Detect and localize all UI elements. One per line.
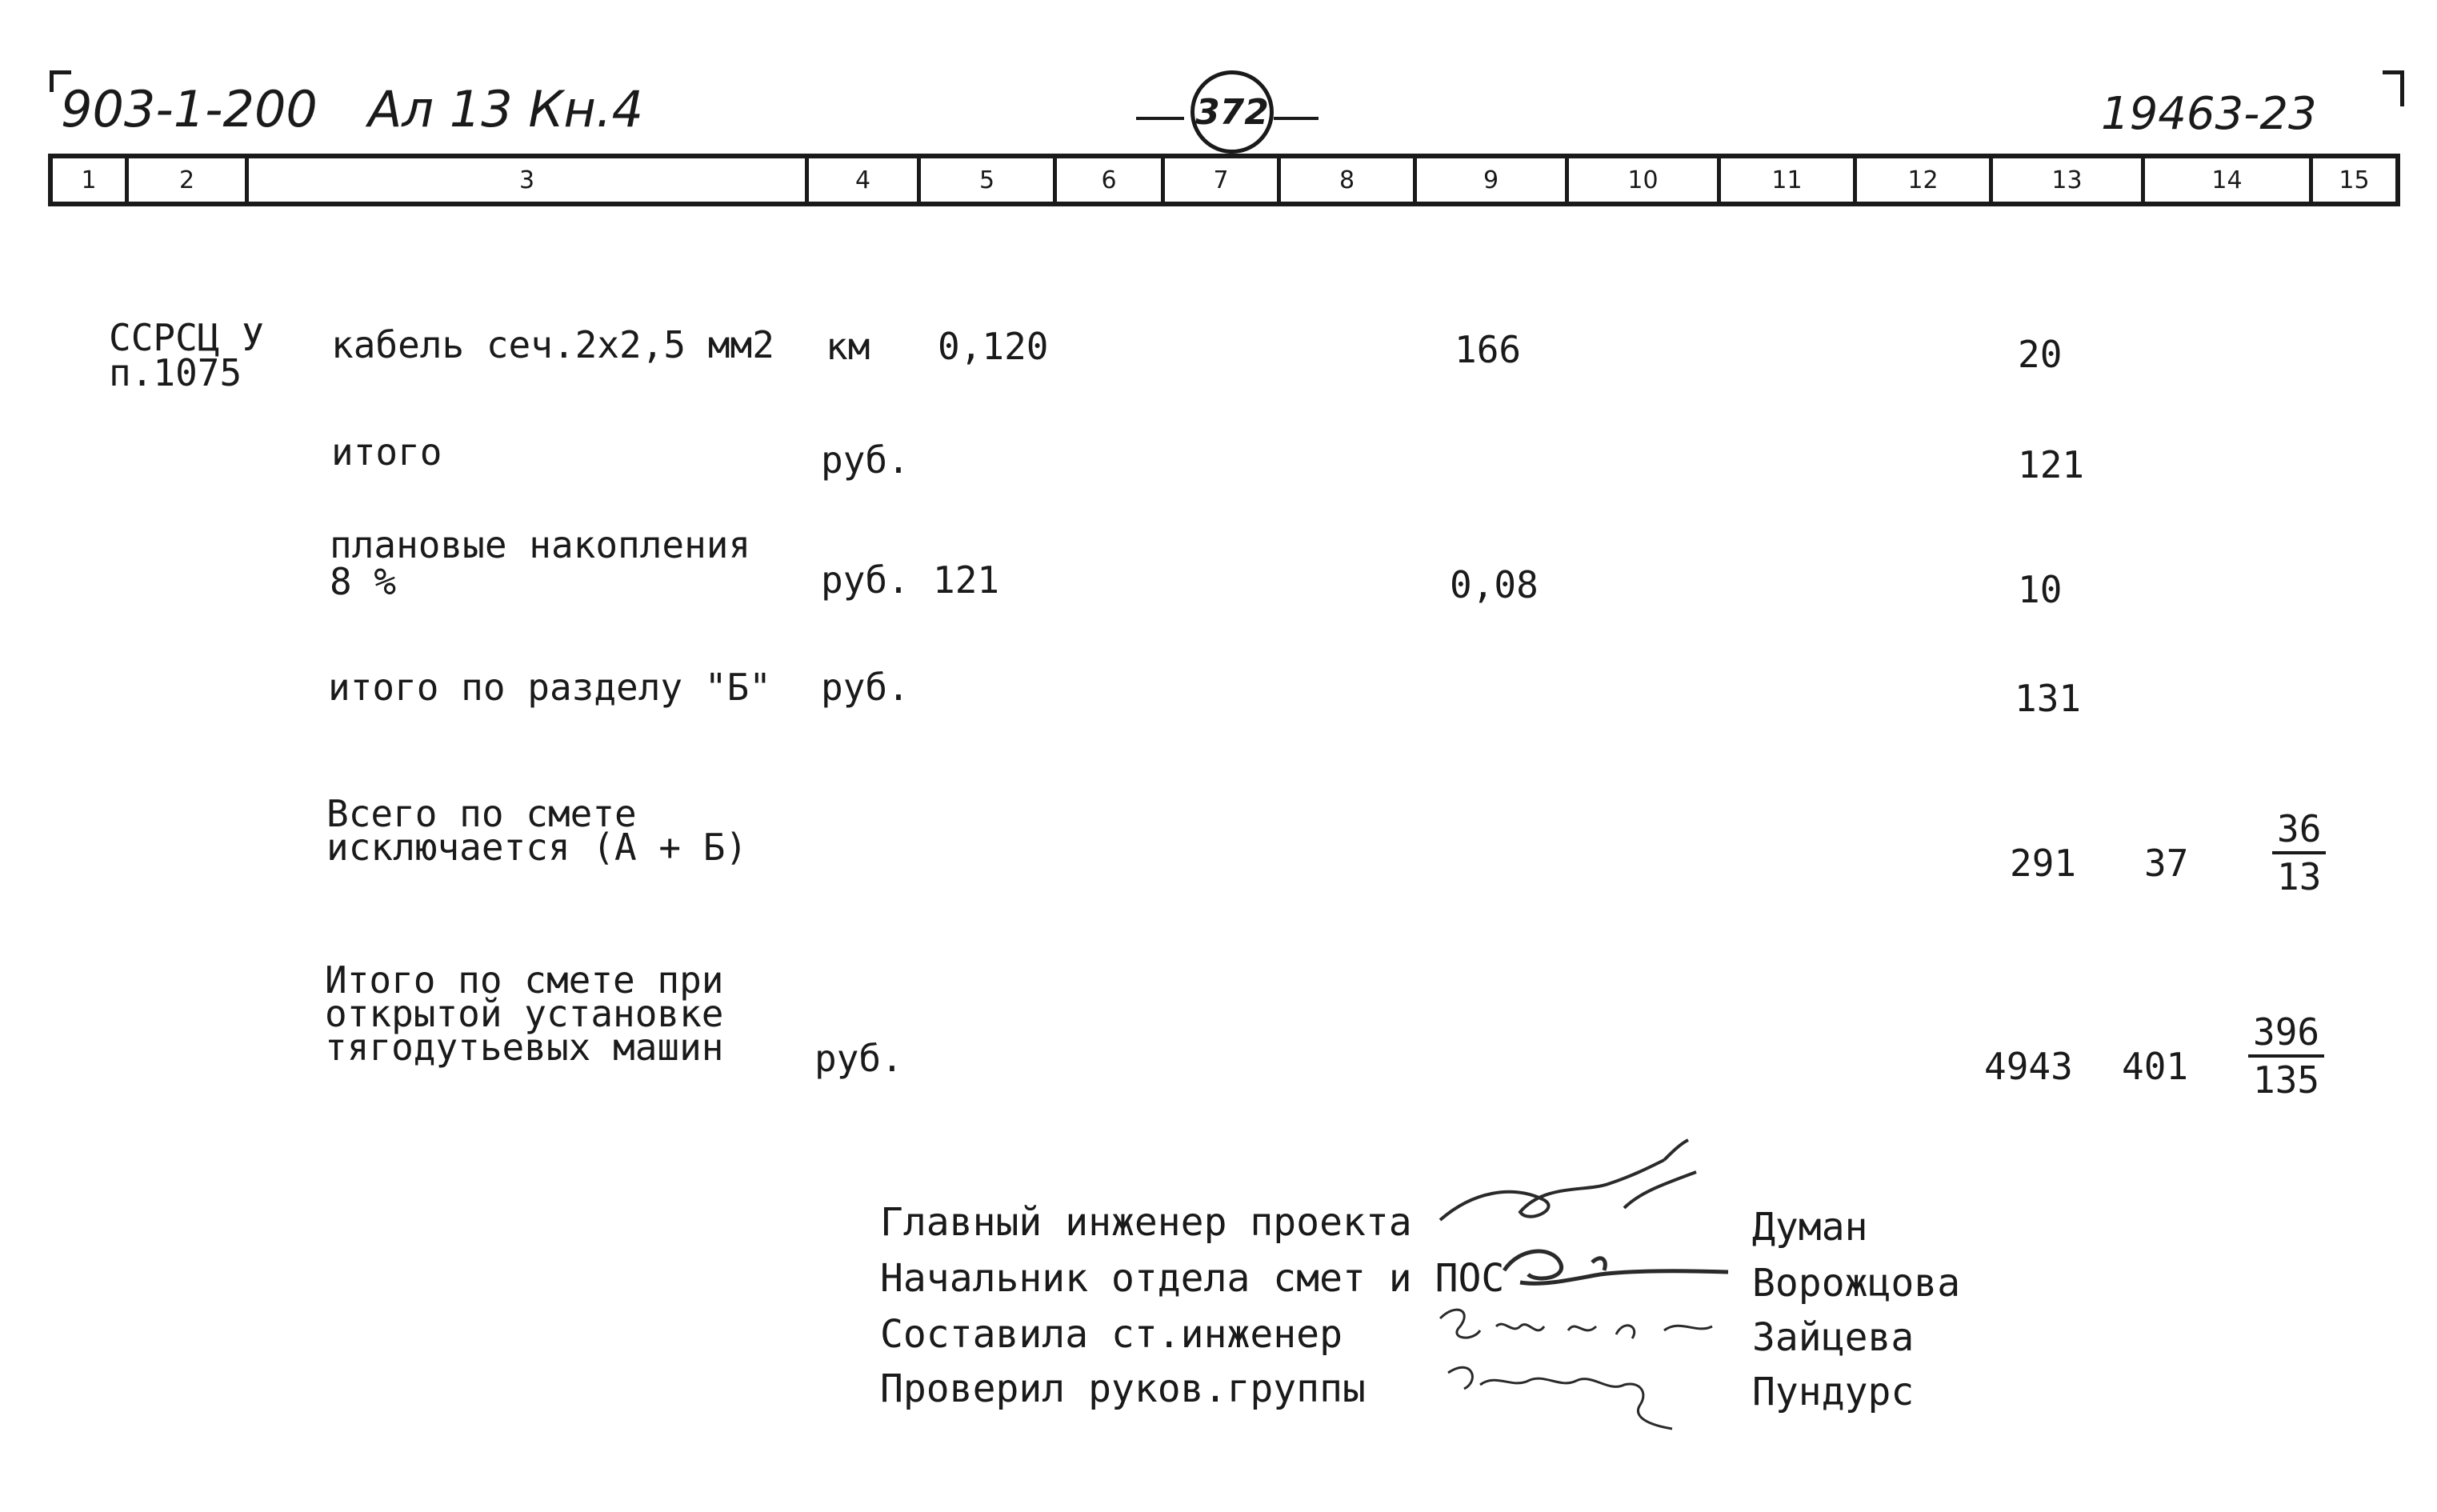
column-number-9: 9 bbox=[1413, 158, 1565, 202]
column-number-row bbox=[48, 154, 2400, 206]
registration-code: 19463-23 bbox=[2101, 88, 2317, 140]
row-name-line: Всего по смете bbox=[326, 792, 637, 835]
row-name: кабель сеч.2х2,5 мм2 bbox=[331, 323, 774, 366]
signature-name: Ворожцова bbox=[1752, 1261, 1961, 1306]
reference-line: ССРСЦ У bbox=[109, 316, 264, 359]
row-name bbox=[325, 958, 724, 1069]
column-number-10: 10 bbox=[1565, 158, 1717, 202]
column-number-2: 2 bbox=[125, 158, 245, 202]
column-number-8: 8 bbox=[1277, 158, 1413, 202]
row-unit: км bbox=[826, 325, 870, 368]
album-label: Ал 13 Кн.4 bbox=[368, 80, 644, 138]
row-col13: 121 bbox=[2018, 443, 2085, 486]
row-name: итого по разделу "Б" bbox=[328, 666, 771, 709]
row-col13: 4943 bbox=[1984, 1045, 2073, 1088]
signature-title: Главный инженер проекта bbox=[880, 1200, 1412, 1245]
reference-line: п.1075 bbox=[109, 351, 242, 394]
row-col14: 37 bbox=[2144, 842, 2189, 885]
row-col13: 131 bbox=[2015, 677, 2082, 720]
row-col13: 20 bbox=[2018, 333, 2063, 376]
column-number-15: 15 bbox=[2309, 158, 2395, 202]
column-number-12: 12 bbox=[1853, 158, 1989, 202]
fraction-numerator: 36 bbox=[2272, 806, 2326, 854]
signature-title: Начальник отдела смет и ПОС bbox=[880, 1256, 1505, 1301]
page-number-dash-left bbox=[1136, 117, 1184, 120]
row-name-line: тягодутьевых машин bbox=[325, 1026, 724, 1069]
row-name-line: исключается (А + Б) bbox=[326, 826, 748, 869]
column-number-7: 7 bbox=[1161, 158, 1277, 202]
column-number-13: 13 bbox=[1989, 158, 2141, 202]
row-name-line: плановые накопления bbox=[330, 523, 751, 566]
row-col13: 10 bbox=[2018, 568, 2063, 611]
row-unit: руб. bbox=[821, 666, 910, 709]
page-number: 372 bbox=[1190, 70, 1274, 154]
document-code: 903-1-200 bbox=[61, 80, 318, 138]
signature-name: Зайцева bbox=[1752, 1315, 1915, 1360]
column-number-3: 3 bbox=[245, 158, 805, 202]
row-unit: руб. bbox=[821, 558, 910, 602]
row-name: итого bbox=[331, 430, 442, 474]
row-name bbox=[330, 523, 751, 603]
signature-title: Проверил руков.группы bbox=[880, 1366, 1366, 1411]
row-col9: 0,08 bbox=[1450, 563, 1539, 606]
column-number-14: 14 bbox=[2141, 158, 2309, 202]
row-unit: руб. bbox=[821, 438, 910, 482]
corner-mark-right bbox=[2383, 70, 2404, 106]
column-number-11: 11 bbox=[1717, 158, 1853, 202]
fraction-denominator: 135 bbox=[2253, 1058, 2320, 1102]
row-col9: 166 bbox=[1455, 328, 1522, 371]
column-number-6: 6 bbox=[1053, 158, 1161, 202]
signature-mark-2 bbox=[1488, 1238, 1744, 1294]
fraction-numerator: 396 bbox=[2248, 1010, 2324, 1058]
signature-title: Составила ст.инженер bbox=[880, 1312, 1343, 1357]
column-number-4: 4 bbox=[805, 158, 917, 202]
row-col14: 401 bbox=[2122, 1045, 2189, 1088]
row-name-line: 8 % bbox=[330, 560, 397, 603]
row-quantity: 0,120 bbox=[938, 325, 1049, 368]
signature-name: Думан bbox=[1752, 1205, 1868, 1250]
signature-mark-4 bbox=[1432, 1349, 1704, 1445]
signature-mark-1 bbox=[1424, 1136, 1728, 1240]
row-unit: руб. bbox=[814, 1037, 903, 1080]
column-number-5: 5 bbox=[917, 158, 1053, 202]
signature-name: Пундурс bbox=[1752, 1370, 1915, 1414]
row-col15-fraction bbox=[2272, 806, 2326, 899]
page-number-dash-right bbox=[1274, 117, 1319, 120]
row-name bbox=[326, 792, 748, 869]
row-reference bbox=[109, 316, 264, 394]
fraction-denominator: 13 bbox=[2277, 855, 2322, 898]
row-quantity: 121 bbox=[933, 558, 1000, 602]
row-name-line: Итого по смете при bbox=[325, 958, 724, 1002]
row-name-line: открытой установке bbox=[325, 992, 724, 1035]
row-col15-fraction bbox=[2248, 1010, 2324, 1102]
row-col13: 291 bbox=[2010, 842, 2077, 885]
column-number-1: 1 bbox=[81, 166, 97, 194]
